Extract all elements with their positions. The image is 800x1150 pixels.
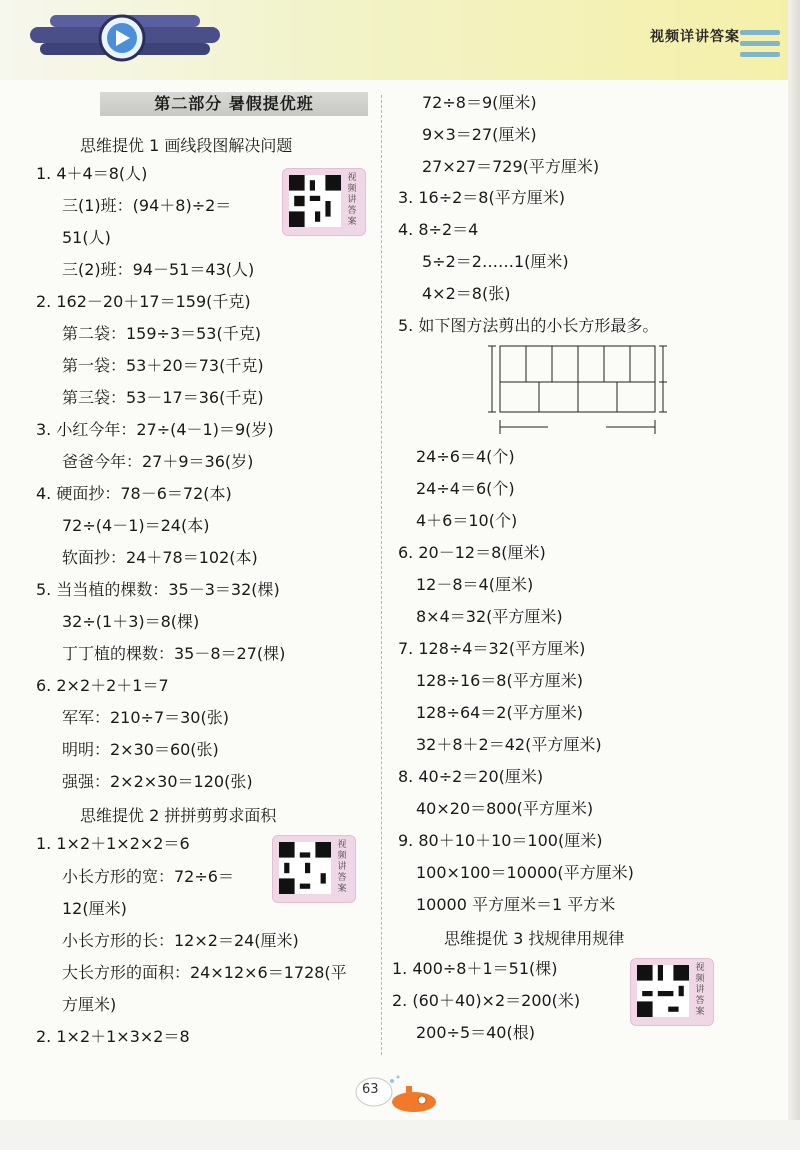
answer-line: 5÷2＝2……1(厘米)	[422, 252, 569, 271]
answer-line: 100×100＝10000(平方厘米)	[416, 863, 634, 882]
answer-line: 27×27＝729(平方厘米)	[422, 157, 600, 176]
answer-line: 5. 当当植的棵数：35－3＝32(棵)	[36, 580, 280, 599]
answer-line: 72÷(4－1)＝24(本)	[62, 516, 210, 535]
qr-code-icon	[279, 842, 331, 894]
answer-line: 128÷64＝2(平方厘米)	[416, 703, 583, 722]
qr-code-icon	[637, 965, 689, 1017]
answer-line: 三(1)班：(94＋8)÷2＝	[62, 196, 232, 215]
answer-line: 方厘米)	[62, 995, 117, 1014]
subsection-title-3: 思维提优 3 找规律用规律	[444, 929, 625, 948]
answer-line: 2. 162－20＋17＝159(千克)	[36, 292, 251, 311]
qr-tag: 视频讲答案	[695, 963, 705, 1017]
answer-line: 12(厘米)	[62, 899, 127, 918]
answer-line: 200÷5＝40(根)	[416, 1023, 535, 1042]
answer-line: 小长方形的长：12×2＝24(厘米)	[62, 931, 299, 950]
answer-line: 12－8＝4(厘米)	[416, 575, 534, 594]
qr-code-2[interactable]	[272, 835, 356, 903]
answer-line: 小长方形的宽：72÷6＝	[62, 867, 234, 886]
answer-line: 72÷8＝9(厘米)	[422, 93, 537, 112]
column-divider	[381, 95, 382, 1055]
answer-line: 128÷16＝8(平方厘米)	[416, 671, 583, 690]
answer-line: 第一袋：53＋20＝73(千克)	[62, 356, 264, 375]
answer-line: 9. 80＋10＋10＝100(厘米)	[398, 831, 603, 850]
submarine-logo-icon	[30, 5, 220, 67]
answer-line: 2. 1×2＋1×3×2＝8	[36, 1027, 190, 1046]
answer-line: 军军：210÷7＝30(张)	[62, 708, 229, 727]
bottom-strip	[0, 1120, 800, 1150]
answer-line: 软面抄：24＋78＝102(本)	[62, 548, 258, 567]
answer-line: 6. 2×2＋2＋1＝7	[36, 676, 169, 695]
answer-line: 8×4＝32(平方厘米)	[416, 607, 563, 626]
answer-line: 4＋6＝10(个)	[416, 511, 518, 530]
answer-line: 1. 4＋4＝8(人)	[36, 164, 148, 183]
subsection-title-1: 思维提优 1 画线段图解决问题	[80, 136, 293, 155]
answer-line: 3. 小红今年：27÷(4－1)＝9(岁)	[36, 420, 274, 439]
answer-line: 大长方形的面积：24×12×6＝1728(平	[62, 963, 347, 982]
answer-line: 4. 8÷2＝4	[398, 220, 479, 239]
answer-line: 24÷4＝6(个)	[416, 479, 515, 498]
answer-line: 第二袋：159÷3＝53(千克)	[62, 324, 261, 343]
answer-line: 51(人)	[62, 228, 111, 247]
answer-line: 丁丁植的棵数：35－8＝27(棵)	[62, 644, 286, 663]
answer-line: 2. (60＋40)×2＝200(米)	[392, 991, 581, 1010]
answer-line: 9×3＝27(厘米)	[422, 125, 537, 144]
answer-line: 第三袋：53－17＝36(千克)	[62, 388, 264, 407]
answer-line: 6. 20－12＝8(厘米)	[398, 543, 546, 562]
answer-line: 4×2＝8(张)	[422, 284, 511, 303]
answer-line: 7. 128÷4＝32(平方厘米)	[398, 639, 586, 658]
rectangle-cut-diagram	[440, 338, 720, 440]
answer-line: 1. 400÷8＋1＝51(棵)	[392, 959, 558, 978]
page-edge	[788, 0, 800, 1150]
subsection-title-2: 思维提优 2 拼拼剪剪求面积	[80, 806, 277, 825]
answer-line: 3. 16÷2＝8(平方厘米)	[398, 188, 565, 207]
section-title: 第二部分 暑假提优班	[100, 92, 368, 116]
answer-line: 8. 40÷2＝20(厘米)	[398, 767, 544, 786]
header-label: 视频详讲答案	[650, 29, 740, 45]
submarine-icon	[392, 1092, 436, 1112]
answer-line: 40×20＝800(平方厘米)	[416, 799, 594, 818]
answer-line: 1. 1×2＋1×2×2＝6	[36, 834, 190, 853]
answer-line: 三(2)班：94－51＝43(人)	[62, 260, 255, 279]
qr-tag: 视频讲答案	[337, 840, 347, 894]
answer-line: 32＋8＋2＝42(平方厘米)	[416, 735, 602, 754]
answer-line: 爸爸今年：27＋9＝36(岁)	[62, 452, 254, 471]
answer-line: 强强：2×2×30＝120(张)	[62, 772, 253, 791]
answer-line: 10000 平方厘米＝1 平方米	[416, 895, 616, 914]
qr-tag: 视频讲答案	[347, 173, 357, 227]
answer-line: 5. 如下图方法剪出的小长方形最多。	[398, 316, 659, 335]
answer-line: 24÷6＝4(个)	[416, 447, 515, 466]
qr-code-3[interactable]	[630, 958, 714, 1026]
qr-code-1[interactable]	[282, 168, 366, 236]
answer-line: 明明：2×30＝60(张)	[62, 740, 219, 759]
qr-code-icon	[289, 175, 341, 227]
page-number: 63	[362, 1082, 379, 1097]
answer-line: 32÷(1＋3)＝8(棵)	[62, 612, 200, 631]
header-deco-bars	[740, 30, 780, 70]
answer-line: 4. 硬面抄：78－6＝72(本)	[36, 484, 232, 503]
